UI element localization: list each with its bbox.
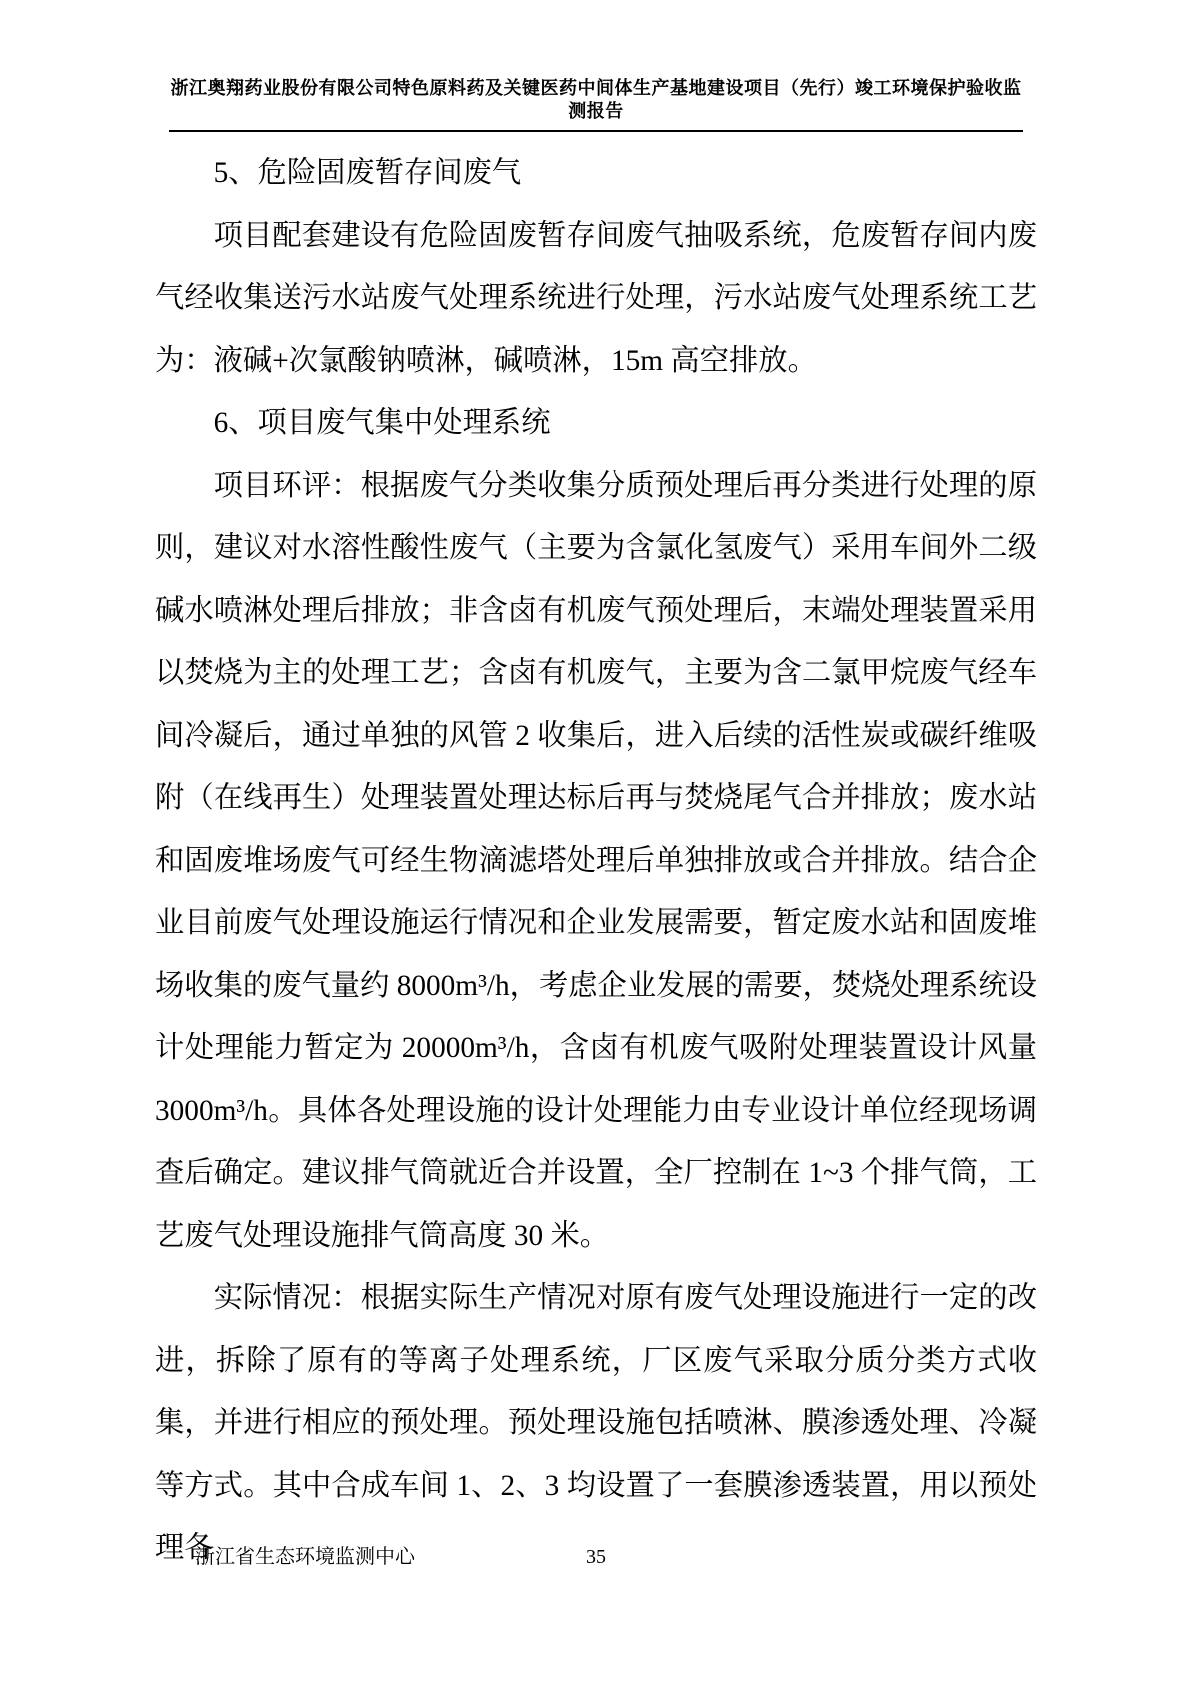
paragraph-actual-situation: 实际情况：根据实际生产情况对原有废气处理设施进行一定的改进，拆除了原有的等离子处理系统，厂区废气采取分质分类方式收集，并进行相应的预处理。预处理设施包括喷淋、膜渗透处理、冷凝等方式。其中合成车间 1、2、3 均设置了一套膜渗透装置，用以预处理各 — [155, 1282, 1037, 1564]
page-footer — [155, 1544, 1037, 1570]
paragraph-eia-description: 项目环评：根据废气分类收集分质预处理后再分类进行处理的原则，建议对水溶性酸性废气（主要为含氯化氢废气）采用车间外二级碱水喷淋处理后排放；非含卤有机废气预处理后，末端处理装置采用以焚烧为主的处理工艺；含卤有机废气，主要为含二氯甲烷废气经车间冷凝后，通过单独的风管 2 收集后，进入后续的活性炭或碳纤维吸附（在线再生）处理装置处理达标后再与焚烧尾气合并排放；废水站和固废堆场废气可经生物滴滤塔处理后单独排放或合并排放。结合企业目前废气处理设施运行情况和企业发展需要，暂定废水站和固废堆场收集的废气量约 8000m³/h，考虑企业发展的需要，焚烧处理系统设计处理能力暂定为 20000m³/h，含卤有机废气吸附处理装置设计风量 3000m³/h。具体各处理设施的设计处理能力由专业设计单位经现场调查后确定。建议排气筒就近合并设置，全厂控制在 1~3 个排气筒，工艺废气处理设施排气筒高度 30 米。 — [155, 469, 1037, 1252]
page-header — [169, 77, 1023, 123]
document-body — [155, 142, 1037, 1580]
footer-organization: 浙江省生态环境监测中心 — [195, 1546, 415, 1568]
section-heading-5: 5、危险固废暂存间废气 — [213, 157, 522, 189]
header-title-line-1: 浙江奥翔药业股份有限公司特色原料药及关键医药中间体生产基地建设项目（先行）竣工环境保护验收监 — [170, 78, 1022, 98]
paragraph-hazardous-waste-room-gas: 项目配套建设有危险固废暂存间废气抽吸系统，危废暂存间内废气经收集送污水站废气处理系统进行处理，污水站废气处理系统工艺为：液碱+次氯酸钠喷淋，碱喷淋，15m 高空排放。 — [155, 219, 1037, 377]
page-number: 35 — [586, 1546, 606, 1568]
header-rule — [169, 130, 1023, 132]
section-heading-6: 6、项目废气集中处理系统 — [213, 407, 551, 439]
header-title-line-2: 测报告 — [568, 101, 624, 121]
